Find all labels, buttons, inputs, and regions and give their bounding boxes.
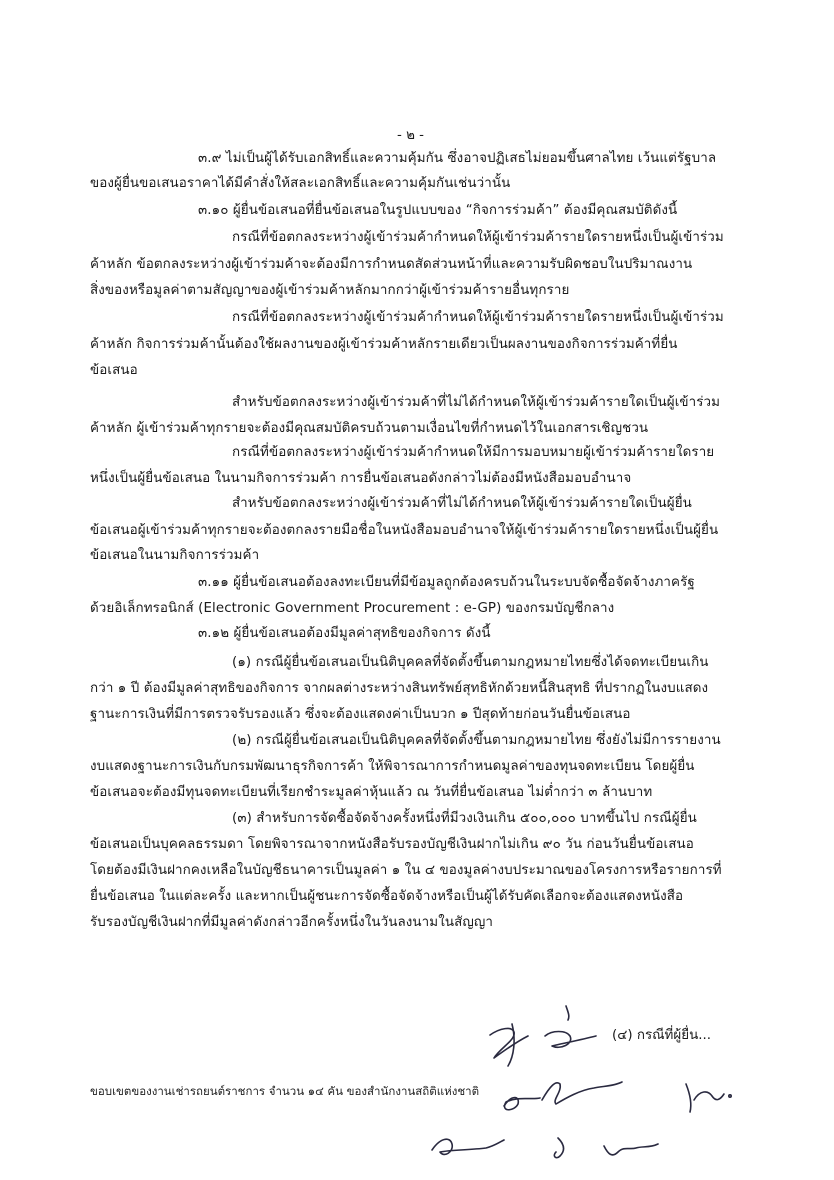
paragraph-line: สิ่งของหรือมูลค่าตามสัญญาของผู้เข้าร่วมค้าหลักมากกว่าผู้เข้าร่วมค้ารายอื่นทุกราย [90,283,570,298]
paragraph-line: กว่า ๑ ปี ต้องมีมูลค่าสุทธิของกิจการ จากผลต่างระหว่างสินทรัพย์สุทธิหักด้วยหนี้สินสุทธิ ที่ปรากฏในงบแสดง [90,681,709,696]
footer-text: ขอบเขตของงานเช่ารถยนต์ราชการ จำนวน ๑๔ คัน ของสำนักงานสถิติแห่งชาติ [90,1084,480,1098]
paragraph-line: ฐานะการเงินที่มีการตรวจรับรองแล้ว ซึ่งจะต้องแสดงค่าเป็นบวก ๑ ปีสุดท้ายก่อนวันยื่นข้อเสนอ [90,707,631,722]
clause-3-9-line-1: ๓.๙ ไม่เป็นผู้ได้รับเอกสิทธิ์และความคุ้มกัน ซึ่งอาจปฏิเสธไม่ยอมขึ้นศาลไทย เว้นแต่รัฐบาล [198,151,717,166]
paragraph-line: สำหรับข้อตกลงระหว่างผู้เข้าร่วมค้าที่ไม่ได้กำหนดให้ผู้เข้าร่วมค้ารายใดเป็นผู้เข้าร่วม [232,395,721,410]
paragraph-line: ค้าหลัก ผู้เข้าร่วมค้าทุกรายจะต้องมีคุณสมบัติครบถ้วนตามเงื่อนไขที่กำหนดไว้ในเอกสารเชิญชวน [90,421,649,436]
paragraph-line: กรณีที่ข้อตกลงระหว่างผู้เข้าร่วมค้ากำหนดให้ผู้เข้าร่วมค้ารายใดรายหนึ่งเป็นผู้เข้าร่วม [232,310,724,325]
paragraph-line: ข้อเสนอผู้เข้าร่วมค้าทุกรายจะต้องตกลงรายมือชื่อในหนังสือมอบอำนาจให้ผู้เข้าร่วมค้ารายใดรายหนึ่งเป็นผู้ยื่น [90,523,719,538]
paragraph-line: ข้อเสนอจะต้องมีทุนจดทะเบียนที่เรียกชำระมูลค่าหุ้นแล้ว ณ วันที่ยื่นข้อเสนอ ไม่ต่ำกว่า ๓ ล้านบาท [90,785,653,800]
paragraph-line: (๒) กรณีผู้ยื่นข้อเสนอเป็นนิติบุคคลที่จัดตั้งขึ้นตามกฎหมายไทย ซึ่งยังไม่มีการรายงาน [232,733,721,748]
clause-3-12-heading: ๓.๑๒ ผู้ยื่นข้อเสนอต้องมีมูลค่าสุทธิของกิจการ ดังนี้ [198,626,491,641]
paragraph-line: หนึ่งเป็นผู้ยื่นข้อเสนอ ในนามกิจการร่วมค้า การยื่นข้อเสนอดังกล่าวไม่ต้องมีหนังสือมอบอำนาจ [90,471,632,486]
paragraph-line: ค้าหลัก ข้อตกลงระหว่างผู้เข้าร่วมค้าจะต้องมีการกำหนดสัดส่วนหน้าที่และความรับผิดชอบในปริมาณงาน [90,257,693,272]
clause-3-11-line-2: ด้วยอิเล็กทรอนิกส์ (Electronic Government Procurement : e-GP) ของกรมบัญชีกลาง [90,601,615,616]
paragraph-line: โดยต้องมีเงินฝากคงเหลือในบัญชีธนาคารเป็นมูลค่า ๑ ใน ๔ ของมูลค่างบประมาณของโครงการหรือรายการที่ [90,863,722,878]
paragraph-line: (๓) สำหรับการจัดซื้อจัดจ้างครั้งหนึ่งที่มีวงเงินเกิน ๕๐๐,๐๐๐ บาทขึ้นไป กรณีผู้ยื่น [232,811,697,826]
paragraph-line: สำหรับข้อตกลงระหว่างผู้เข้าร่วมค้าที่ไม่ได้กำหนดให้ผู้เข้าร่วมค้ารายใดเป็นผู้ยื่น [232,496,692,511]
paragraph-line: ข้อเสนอในนามกิจการร่วมค้า [90,548,260,563]
clause-3-10-heading: ๓.๑๐ ผู้ยื่นข้อเสนอที่ยื่นข้อเสนอในรูปแบบของ “กิจการร่วมค้า” ต้องมีคุณสมบัติดังนี้ [198,203,678,218]
paragraph-line: ข้อเสนอเป็นบุคคลธรรมดา โดยพิจารณาจากหนังสือรับรองบัญชีเงินฝากไม่เกิน ๙๐ วัน ก่อนวันยื่นข้อเสนอ [90,837,694,852]
paragraph-line: งบแสดงฐานะการเงินกับกรมพัฒนาธุรกิจการค้า ให้พิจารณาการกำหนดมูลค่าของทุนจดทะเบียน โดยผู้ยื่น [90,759,695,774]
continuation-note: (๔) กรณีที่ผู้ยื่น... [612,1028,712,1043]
paragraph-line: (๑) กรณีผู้ยื่นข้อเสนอเป็นนิติบุคคลที่จัดตั้งขึ้นตามกฎหมายไทยซึ่งได้จดทะเบียนเกิน [232,655,709,670]
paragraph-line: กรณีที่ข้อตกลงระหว่างผู้เข้าร่วมค้ากำหนดให้ผู้เข้าร่วมค้ารายใดรายหนึ่งเป็นผู้เข้าร่วม [232,230,724,245]
paragraph-line: กรณีที่ข้อตกลงระหว่างผู้เข้าร่วมค้ากำหนดให้มีการมอบหมายผู้เข้าร่วมค้ารายใดราย [232,445,715,460]
paragraph-line: รับรองบัญชีเงินฝากที่มีมูลค่าดังกล่าวอีกครั้งหนึ่งในวันลงนามในสัญญา [90,915,494,930]
page-number: - ๒ - [397,128,425,143]
paragraph-line: ข้อเสนอ [90,363,138,378]
clause-3-11-line-1: ๓.๑๑ ผู้ยื่นข้อเสนอต้องลงทะเบียนที่มีข้อมูลถูกต้องครบถ้วนในระบบจัดซื้อจัดจ้างภาครัฐ [198,575,695,590]
paragraph-line: ยื่นข้อเสนอ ในแต่ละครั้ง และหากเป็นผู้ชนะการจัดซื้อจัดจ้างหรือเป็นผู้ได้รับคัดเลือกจะต้องแสดงหนังสือ [90,889,684,904]
clause-3-9-line-2: ของผู้ยื่นขอเสนอราคาได้มีคำสั่งให้สละเอกสิทธิ์และความคุ้มกันเช่นว่านั้น [90,176,511,191]
paragraph-line: ค้าหลัก กิจการร่วมค้านั้นต้องใช้ผลงานของผู้เข้าร่วมค้าหลักรายเดียวเป็นผลงานของกิจการร่วมค้าที่ยื่น [90,337,678,352]
